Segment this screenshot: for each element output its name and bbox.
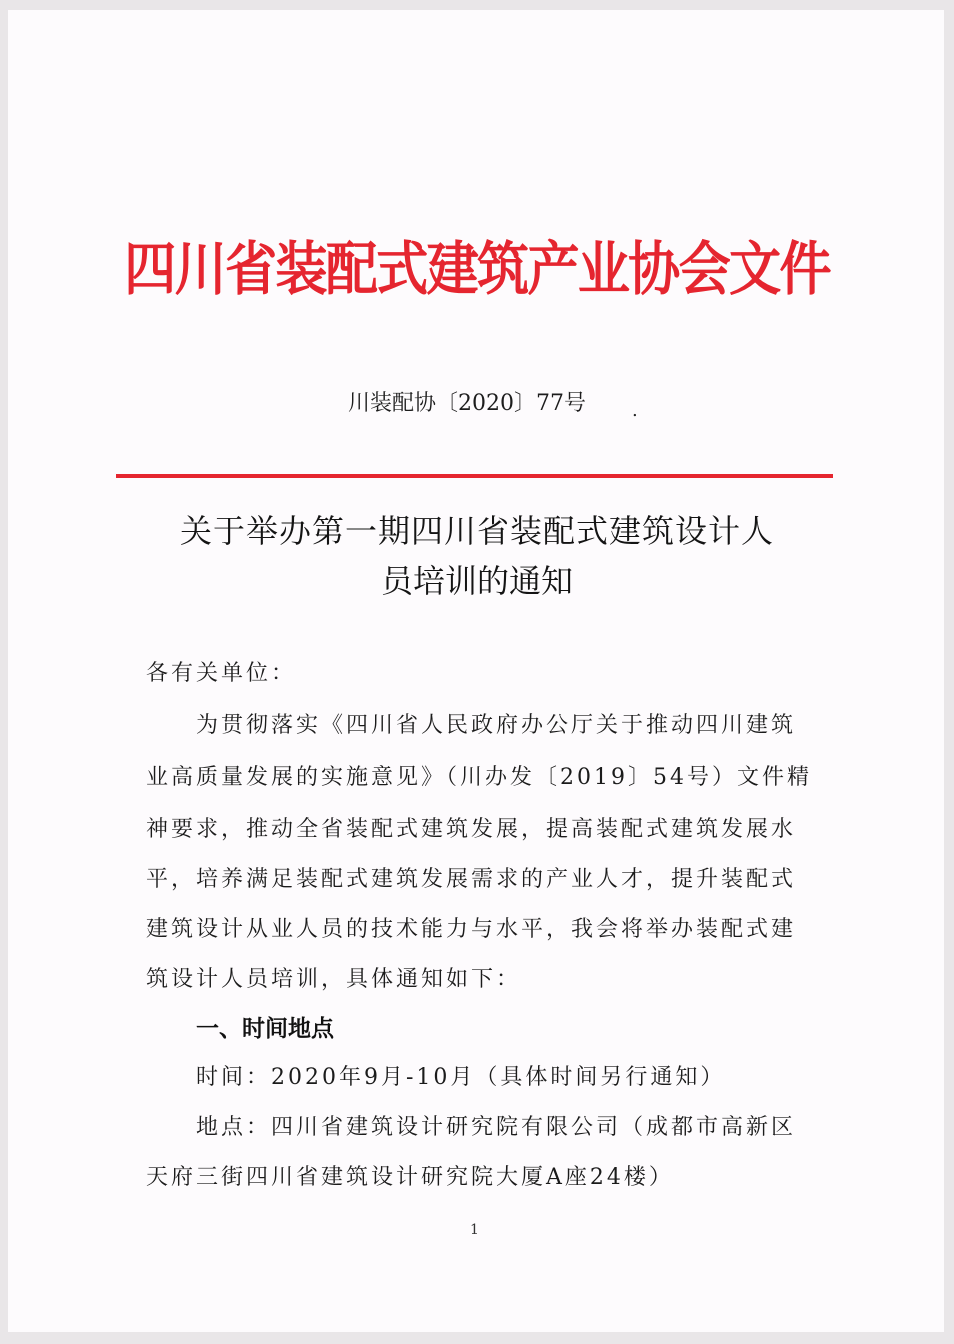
notice-title-line-1: 关于举办第一期四川省装配式建筑设计人 [179,512,774,550]
stray-dot-mark: . [632,400,638,421]
page-number: 1 [470,1222,479,1238]
paragraph-line: 业高质量发展的实施意见》（川办发〔2019〕54号）文件精 [146,765,812,790]
paragraph-line: 平，培养满足装配式建筑发展需求的产业人才，提升装配式 [146,867,797,892]
paragraph-line: 筑设计人员培训，具体通知如下： [146,967,522,992]
salutation: 各有关单位： [146,661,297,686]
paragraph-line: 神要求，推动全省装配式建筑发展，提高装配式建筑发展水 [146,817,797,842]
org-header-title: 四川省装配式建筑产业协会文件 [124,235,830,303]
notice-title-line-2: 员培训的通知 [380,562,573,600]
place-line: 天府三街四川省建筑设计研究院大厦A座24楼） [146,1165,674,1190]
document-number: 川装配协〔2020〕77号 [348,391,586,416]
section-heading-time-place: 一、时间地点 [196,1016,334,1042]
red-divider-line [116,474,833,478]
place-line: 地点：四川省建筑设计研究院有限公司（成都市高新区 [196,1115,797,1140]
time-line: 时间：2020年9月-10月（具体时间另行通知） [196,1065,726,1090]
paragraph-line: 为贯彻落实《四川省人民政府办公厅关于推动四川建筑 [196,713,797,738]
paragraph-line: 建筑设计从业人员的技术能力与水平，我会将举办装配式建 [146,917,797,942]
